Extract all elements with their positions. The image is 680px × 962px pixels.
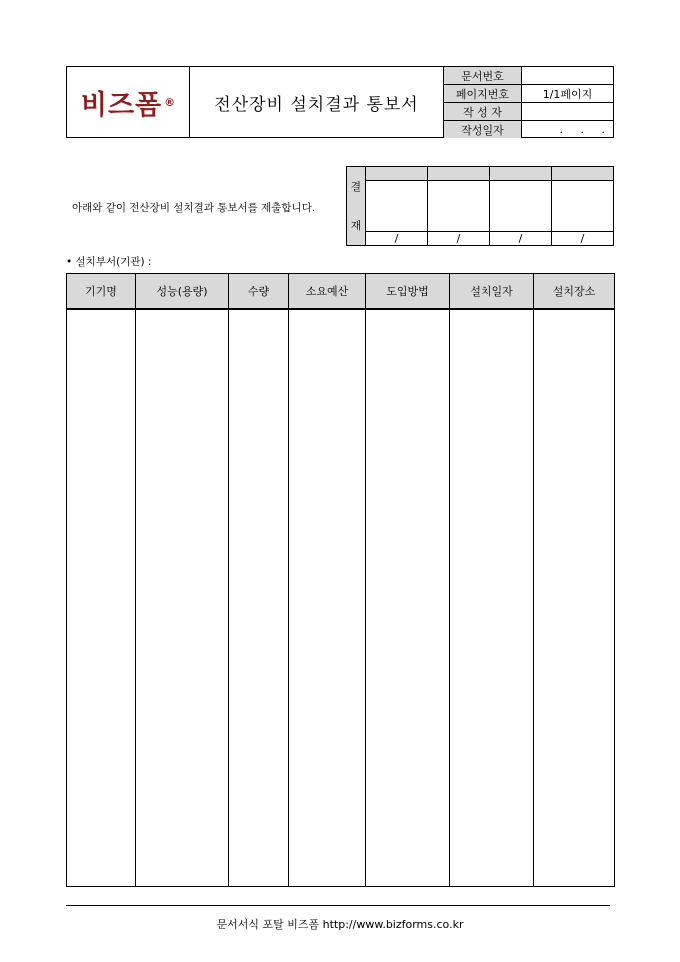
logo-cell: [67, 67, 190, 137]
footer-divider: [66, 905, 610, 906]
approval-sign-cell[interactable]: [428, 181, 489, 232]
department-label: • 설치부서(기관) :: [66, 256, 152, 268]
meta-row-doc-number: [444, 67, 614, 85]
approval-date-cell[interactable]: /: [580, 232, 585, 245]
approval-date-cell[interactable]: /: [456, 232, 461, 245]
bizforms-logo: 비즈폼: [80, 89, 163, 121]
meta-row-author: [444, 103, 614, 121]
approval-column: [490, 167, 552, 245]
approval-title-cell[interactable]: [428, 167, 489, 181]
title-cell: [190, 67, 443, 137]
registered-mark: ®: [164, 95, 176, 109]
table-header-row: [67, 274, 615, 310]
approval-sign-cell[interactable]: [366, 181, 427, 232]
approval-side-bottom: 재: [350, 220, 362, 232]
column-header-install-date: 설치일자: [450, 274, 534, 310]
meta-label: 작성일자: [444, 121, 522, 139]
column-header-budget: 소요예산: [289, 274, 366, 310]
equipment-table: [66, 273, 615, 887]
approval-column: [366, 167, 428, 245]
approval-date-cell[interactable]: /: [518, 232, 523, 245]
budget-cell[interactable]: [289, 309, 366, 887]
meta-value-doc-number[interactable]: [522, 67, 614, 85]
meta-row-page-number: [444, 85, 614, 103]
meta-value-page-number: 1/1페이지: [522, 85, 614, 103]
document-header: [66, 66, 614, 138]
table-body-row: [67, 309, 615, 887]
meta-row-date: [444, 121, 614, 139]
document-meta-table: [443, 67, 613, 138]
meta-label: 페이지번호: [444, 85, 522, 103]
approval-side-top: 결: [350, 181, 362, 193]
approval-column: [428, 167, 490, 245]
approval-title-cell[interactable]: [552, 167, 613, 181]
approval-date-cell[interactable]: /: [394, 232, 399, 245]
meta-value-date[interactable]: . . .: [522, 121, 614, 139]
quantity-cell[interactable]: [229, 309, 289, 887]
meta-label: 작 성 자: [444, 103, 522, 121]
footer-text: 문서서식 포탈 비즈폼 http://www.bizforms.co.kr: [216, 918, 464, 931]
column-header-quantity: 수량: [229, 274, 289, 310]
device-name-cell[interactable]: [67, 309, 136, 887]
column-header-capacity: 성능(용량): [136, 274, 229, 310]
approval-title-cell[interactable]: [366, 167, 427, 181]
intro-statement: 아래와 같이 전산장비 설치결과 통보서를 제출합니다.: [72, 202, 316, 214]
approval-box: [346, 166, 614, 246]
approval-sign-cell[interactable]: [490, 181, 551, 232]
install-date-cell[interactable]: [450, 309, 534, 887]
meta-value-author[interactable]: [522, 103, 614, 121]
column-header-device-name: 기기명: [67, 274, 136, 310]
approval-title-cell[interactable]: [490, 167, 551, 181]
meta-label: 문서번호: [444, 67, 522, 85]
install-location-cell[interactable]: [534, 309, 615, 887]
approval-column: [552, 167, 613, 245]
column-header-install-location: 설치장소: [534, 274, 615, 310]
capacity-cell[interactable]: [136, 309, 229, 887]
approval-sign-cell[interactable]: [552, 181, 613, 232]
method-cell[interactable]: [366, 309, 450, 887]
approval-side-label: [347, 167, 366, 245]
document-title: 전산장비 설치결과 통보서: [214, 94, 419, 115]
column-header-method: 도입방법: [366, 274, 450, 310]
